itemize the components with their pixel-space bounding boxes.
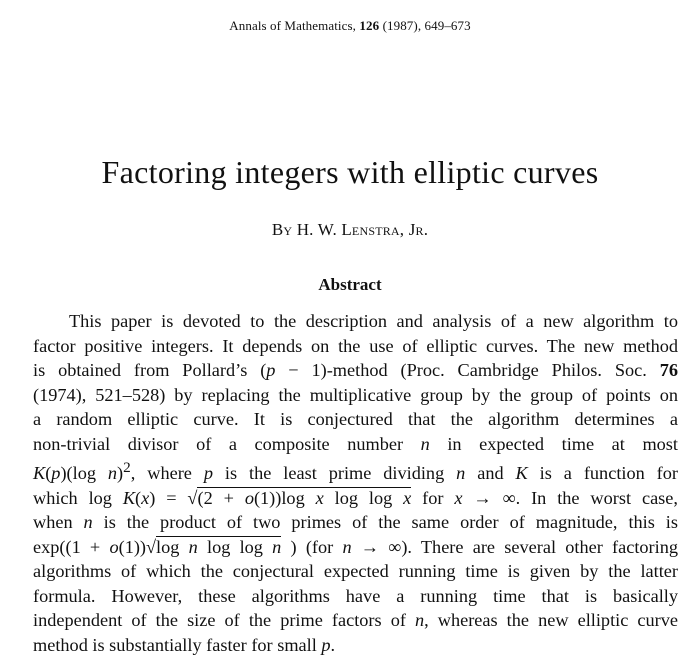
abstract-line-12: formula. However, these algorithms have a running time that is basically [33,585,678,606]
abstract-line-4: (1974), 521–528) by replacing the multiplicative group by the group of points on [33,384,678,405]
abstract-line-8: which log K(x) = √(2 + o(1))log x log log x for x → ∞. In the worst case, [33,487,678,508]
author-byline [0,220,700,240]
abstract-body [33,309,678,657]
running-header [0,18,700,34]
abstract-line-10: exp((1 + o(1))√log n log log n ) (for n → ∞). There are several other factoring [33,536,679,557]
sqrt-radicand-2: log n log log n [156,536,282,557]
journal-name: Annals of Mathematics, [229,18,357,33]
journal-year-pages: (1987), 649–673 [382,18,471,33]
author-name: H. W. Lenstra, Jr. [296,220,429,239]
abstract-line-14: method is substantially faster for small p. [33,634,336,655]
byline-prefix: By [271,220,293,239]
abstract-heading: Abstract [318,275,382,294]
abstract-line-3: is obtained from Pollard’s (p − 1)-method (Proc. Cambridge Philos. Soc. 76 [33,360,678,380]
abstract-line-9: when n is the product of two primes of the same order of magnitude, this is [33,512,678,533]
abstract-line-2: factor positive integers. It depends on the use of elliptic curves. The new method [33,335,678,356]
abstract-line-6: non-trivial divisor of a composite number n in expected time at most [33,433,678,454]
journal-volume: 126 [359,18,380,33]
paper-title: Factoring integers with elliptic curves [101,154,599,190]
abstract-line-11: algorithms of which the conjectural expected running time is given by the latter [33,561,678,582]
abstract-line-5: a random elliptic curve. It is conjectured that the algorithm determines a [33,409,678,429]
abstract-line-7: K(p)(log n)$^2$, where p is the least prime dividing n and K is a function for [33,459,678,484]
abstract-line-13: independent of the size of the prime factors of n, whereas the new elliptic curve [33,610,678,631]
abstract-line-1: This paper is devoted to the description and analysis of a new algorithm to [69,311,678,331]
sqrt-radicand: (2 + o(1))log x log log x [197,487,412,508]
